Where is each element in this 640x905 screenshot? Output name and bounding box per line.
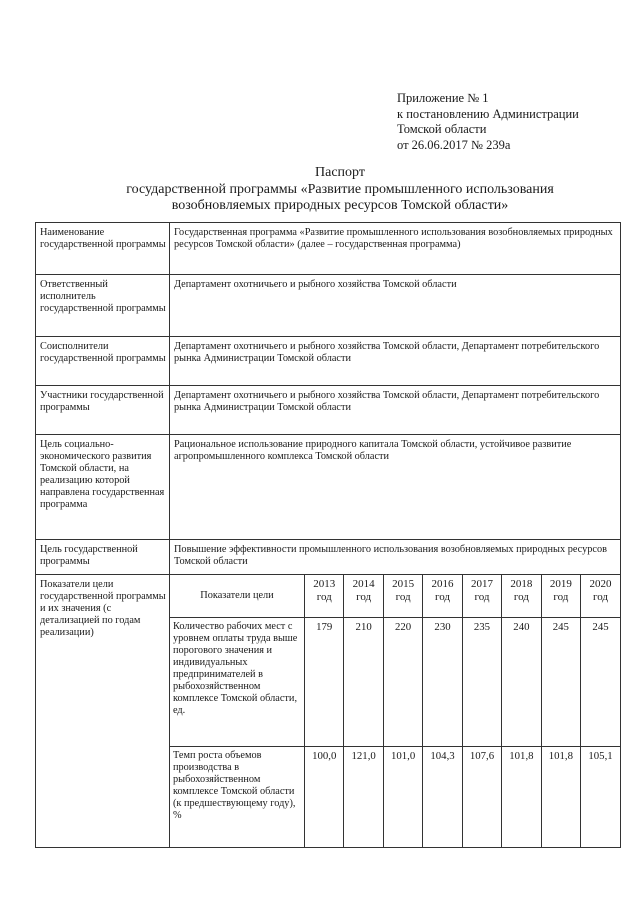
year-header-2014 [344,575,383,618]
indicator-value: 121,0 [344,747,383,848]
indicator-value: 220 [383,618,422,747]
label-program-name: Наименование государственной программы [36,223,170,275]
indicator-value: 105,1 [581,747,620,848]
indicator-value: 101,8 [541,747,580,848]
indicators-header-row [170,575,620,618]
indicator-row-growth [170,747,620,848]
indicators-header-name: Показатели цели [170,575,305,618]
indicator-value: 100,0 [305,747,344,848]
year-header-2015 [383,575,422,618]
year-label: 2015 [392,578,415,590]
indicator-name-growth: Темп роста объемов производства в рыбохозяйственном комплексе Томской области (к предшествующему году), % [170,747,305,848]
year-label: 2013 [313,578,336,590]
year-suffix: год [474,591,490,603]
year-header-2020 [581,575,620,618]
year-header-2016 [423,575,462,618]
label-responsible-executor: Ответственный исполнитель государственной программы [36,275,170,337]
title-passport: Паспорт [315,165,365,180]
indicator-value: 107,6 [462,747,501,848]
row-program-goal [36,540,621,575]
year-suffix: год [553,591,569,603]
indicator-row-jobs [170,618,620,747]
year-header-2019 [541,575,580,618]
row-responsible-executor [36,275,621,337]
indicator-value: 235 [462,618,501,747]
appendix-block [397,91,579,153]
passport-table [35,222,621,848]
appendix-resolution: к постановлению Администрации [397,106,579,121]
row-participants [36,386,621,435]
label-participants: Участники государственной программы [36,386,170,435]
year-suffix: год [356,591,372,603]
indicator-value: 210 [344,618,383,747]
row-co-executors [36,337,621,386]
year-label: 2017 [470,578,493,590]
indicators-table [170,575,620,847]
indicators-cell [170,575,621,848]
title-program-line2: возобновляемых природных ресурсов Томской области» [171,198,509,213]
indicator-value: 101,0 [383,747,422,848]
year-label: 2016 [431,578,454,590]
value-socio-economic-goal: Рациональное использование природного капитала Томской области, устойчивое развитие агропромышленного комплекса Томской области [170,435,621,540]
value-program-name: Государственная программа «Развитие промышленного использования возобновляемых природных ресурсов Томской области» (далее – государственная программа) [170,223,621,275]
indicator-name-jobs: Количество рабочих мест с уровнем оплаты труда выше порогового значения и индивидуальных предпринимателей в рыбохозяйственном комплексе Томской области, ед. [170,618,305,747]
year-header-2017 [462,575,501,618]
indicator-value: 230 [423,618,462,747]
label-co-executors: Соисполнители государственной программы [36,337,170,386]
year-suffix: год [593,591,609,603]
year-label: 2019 [549,578,572,590]
label-goal-indicators: Показатели цели государственной программы и их значения (с детализацией по годам реализации) [36,575,170,848]
value-program-goal: Повышение эффективности промышленного использования возобновляемых природных ресурсов Томской области [170,540,621,575]
label-socio-economic-goal: Цель социально-экономического развития Томской области, на реализацию которой направлена государственная программа [36,435,170,540]
year-header-2018 [502,575,541,618]
indicator-value: 101,8 [502,747,541,848]
year-label: 2018 [510,578,533,590]
indicator-value: 245 [541,618,580,747]
year-suffix: год [395,591,411,603]
document-title [40,165,640,215]
indicator-value: 104,3 [423,747,462,848]
indicator-value: 179 [305,618,344,747]
year-suffix: год [435,591,451,603]
title-program-line1: государственной программы «Развитие промышленного использования [126,181,554,197]
value-co-executors: Департамент охотничьего и рыбного хозяйства Томской области, Департамент потребительского рынка Администрации Томской области [170,337,621,386]
row-program-name [36,223,621,275]
indicator-value: 245 [581,618,620,747]
indicator-value: 240 [502,618,541,747]
appendix-region: Томской области [397,122,487,136]
appendix-number: Приложение № 1 [397,91,489,105]
year-label: 2020 [589,578,612,590]
year-label: 2014 [352,578,375,590]
year-suffix: год [316,591,332,603]
appendix-date: от 26.06.2017 № 239а [397,137,511,152]
year-header-2013 [305,575,344,618]
row-socio-economic-goal [36,435,621,540]
year-suffix: год [513,591,529,603]
row-goal-indicators [36,575,621,848]
value-responsible-executor: Департамент охотничьего и рыбного хозяйства Томской области [170,275,621,337]
value-participants: Департамент охотничьего и рыбного хозяйства Томской области, Департамент потребительского рынка Администрации Томской области [170,386,621,435]
label-program-goal: Цель государственной программы [36,540,170,575]
